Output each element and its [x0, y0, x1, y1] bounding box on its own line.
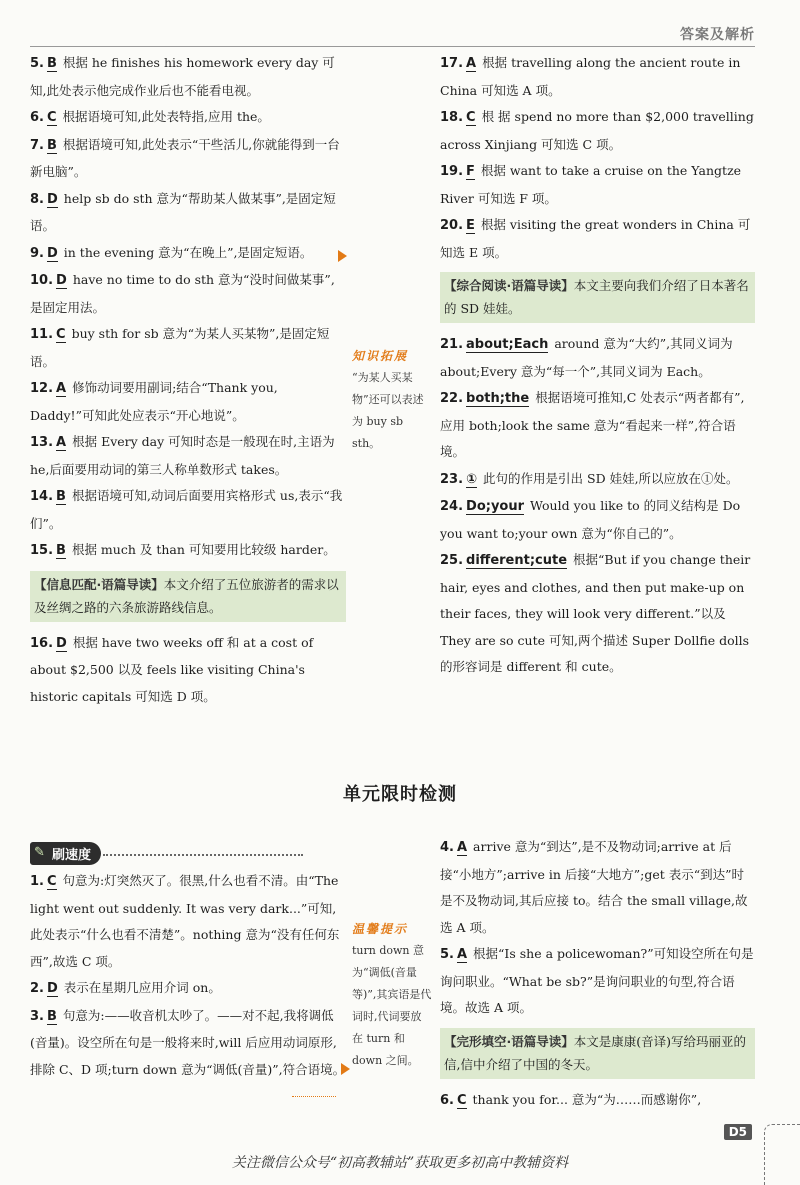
question-number: 10. [30, 273, 54, 288]
answer-item [30, 537, 346, 565]
explanation-text: Would you like to 的同义结构是 Do you want to;your own 意为“你自己的”。 [440, 498, 741, 541]
footer-note: 关注微信公众号“初高教辅站”获取更多初高中教辅资料 [231, 1155, 569, 1171]
explanation-text: 根据语境可推知,C 处表示“两者都有”,应用 both;look the same 意为“看起来一样”,符合语境。 [440, 390, 745, 459]
explanation-text: 根据 travelling along the ancient route in China 可知选 A 项。 [440, 55, 741, 98]
answer-key: both;the [466, 391, 530, 406]
answer-item [440, 493, 755, 547]
answer-item [30, 630, 346, 711]
explanation-text: 根据 visiting the great wonders in China 可知选 E 项。 [440, 217, 751, 260]
question-number: 22. [440, 391, 464, 406]
answer-item [30, 975, 346, 1003]
speed-label: 刷速度 [52, 848, 92, 863]
guide-tag: 【信息匹配·语篇导读】 [34, 576, 164, 592]
answer-item [440, 466, 755, 494]
answer-item [440, 212, 755, 266]
section-header-label: 答案及解析 [680, 27, 755, 43]
answer-key: E [466, 218, 475, 233]
question-number: 7. [30, 137, 44, 153]
side-note-text: turn down 意为“调低(音量等)”,其宾语是代词时,代词要放在 turn 和 down 之间。 [352, 944, 432, 1067]
answer-key: F [466, 164, 475, 179]
answer-item [30, 267, 346, 321]
answer-key: C [466, 110, 476, 125]
answer-item [440, 941, 755, 1022]
answer-key: C [456, 1092, 467, 1108]
right-answers-column-2 [440, 834, 755, 1114]
side-note-knowledge [352, 345, 432, 455]
answer-key: C [46, 874, 57, 889]
explanation-text: 根 据 spend no more than $2,000 travelling across Xinjiang 可知选 C 项。 [440, 109, 754, 152]
explanation-text: 此句的作用是引出 SD 娃娃,所以应放在①处。 [483, 470, 739, 486]
question-number: 15. [30, 543, 54, 558]
answer-key: D [46, 191, 58, 207]
answer-key: A [466, 56, 477, 71]
question-number: 5. [440, 947, 454, 962]
question-number: 3. [30, 1008, 44, 1024]
dotted-divider [103, 854, 303, 856]
right-answers-column [440, 50, 755, 681]
question-number: 6. [440, 1092, 454, 1108]
guide-info-matching [30, 571, 346, 622]
explanation-text: arrive 意为“到达”,是不及物动词;arrive at 后接“小地方”;arrive in 后接“大地方”;get 表示“到达”时是不及物动词,其后应接 to。结合 the small village,故选 A 项。 [440, 839, 748, 935]
explanation-text: 根据 he finishes his homework every day 可知,此处表示他完成作业后也不能看电视。 [30, 55, 335, 98]
explanation-text: 根据 Every day 可知时态是一般现在时,主语为 he,后面要用动词的第三人称单数形式 takes。 [30, 434, 335, 477]
answer-item [440, 158, 755, 212]
explanation-text: in the evening 意为“在晚上”,是固定短语。 [63, 244, 313, 260]
left-answers-column [30, 50, 346, 710]
explanation-text: 句意为:——收音机太吵了。——对不起,我将调低(音量)。设空所在句是一般将来时,will 后应用动词原形,排除 C、D 项;turn down 意为“调低(音量)”,符合语境。 [30, 1007, 346, 1077]
explanation-text: have no time to do sth 意为“没时间做某事”,是固定用法。 [30, 272, 335, 315]
question-number: 12. [30, 381, 54, 396]
answer-item [440, 104, 755, 158]
answer-item [30, 375, 346, 429]
answer-item [30, 868, 346, 975]
answer-item [440, 50, 755, 104]
answer-key: A [56, 381, 67, 396]
answer-key: D [56, 273, 67, 288]
guide-comprehensive-reading [440, 272, 755, 323]
explanation-text: buy sth for sb 意为“为某人买某物”,是固定短语。 [30, 326, 330, 369]
answer-key: B [46, 1008, 57, 1024]
answer-item [440, 385, 755, 466]
speed-banner [30, 842, 346, 868]
explanation-text: 表示在星期几应用介词 on。 [63, 980, 221, 995]
answer-key: B [56, 489, 66, 504]
question-number: 19. [440, 164, 464, 179]
question-number: 2. [30, 981, 44, 996]
answer-key: C [56, 327, 66, 342]
explanation-text: around 意为“大约”,其同义词为 about;Every 意为“每一个”,其同义词为 Each。 [440, 336, 733, 379]
explanation-text: 根据语境可知,动词后面要用宾格形式 us,表示“我们”。 [30, 488, 343, 531]
question-number: 17. [440, 56, 464, 71]
answer-item [30, 50, 346, 104]
answer-key: D [56, 635, 67, 651]
side-note-text: “为某人买某物”还可以表述为 buy sb sth。 [352, 371, 424, 450]
question-number: 8. [30, 191, 44, 207]
answer-key: A [456, 840, 468, 855]
explanation-text: thank you for... 意为“为……而感谢你”, [472, 1091, 702, 1107]
question-number: 9. [30, 245, 44, 261]
answer-item [440, 547, 755, 681]
guide-tag: 【完形填空·语篇导读】 [444, 1033, 574, 1049]
explanation-text: 根据 want to take a cruise on the Yangtze River 可知选 F 项。 [440, 163, 742, 206]
answer-key: Do;your [466, 499, 525, 514]
answer-item [30, 1003, 346, 1084]
question-number: 5. [30, 56, 44, 71]
explanation-text: 根据语境可知,此处表特指,应用 the。 [62, 109, 270, 124]
pencil-icon: ✎ [34, 845, 45, 860]
answer-key: C [46, 110, 57, 125]
answer-item [30, 483, 346, 537]
question-number: 23. [440, 471, 464, 487]
header-divider [30, 46, 755, 47]
explanation-text: 根据 much 及 than 可知要用比较级 harder。 [71, 542, 336, 557]
question-number: 1. [30, 874, 44, 889]
answer-key: A [456, 947, 468, 962]
dotted-pointer [292, 1096, 336, 1097]
answer-item [440, 331, 755, 385]
explanation-text: 句意为:灯突然灭了。很黑,什么也看不清。由“The light went out suddenly. It was very dark...”可知,此处表示“什么也看不清楚”。nothing 意为“没有任何东西”,故选 C 项。 [30, 873, 340, 969]
answer-item [30, 429, 346, 483]
answer-key: B [56, 543, 66, 558]
answer-key: B [46, 137, 57, 153]
guide-tag: 【综合阅读·语篇导读】 [444, 278, 574, 293]
answer-item [30, 186, 346, 240]
question-number: 4. [440, 840, 454, 855]
question-number: 13. [30, 435, 54, 450]
answer-key: different;cute [466, 553, 568, 568]
answer-key: ① [466, 471, 478, 487]
answer-key: A [56, 435, 67, 450]
question-number: 18. [440, 110, 464, 125]
answer-item [30, 104, 346, 132]
guide-text: 本文是康康(音译)写给玛丽亚的信,信中介绍了中国的冬天。 [444, 1033, 747, 1072]
explanation-text: help sb do sth 意为“帮助某人做某事”,是固定短语。 [30, 190, 336, 233]
question-number: 14. [30, 489, 54, 504]
explanation-text: 根据 have two weeks off 和 at a cost of about $2,500 以及 feels like visiting China's historic capitals 可知选 D 项。 [30, 634, 314, 704]
explanation-text: 修饰动词要用副词;结合“Thank you, Daddy!”可知此处应表示“开心地说”。 [30, 380, 278, 423]
answer-key: B [46, 56, 57, 71]
answer-item [440, 1087, 755, 1115]
section-title: 单元限时检测 [343, 784, 457, 805]
answer-key: about;Each [466, 337, 549, 352]
arrow-marker-icon [341, 1063, 350, 1075]
guide-text: 本文主要向我们介绍了日本著名的 SD 娃娃。 [444, 278, 749, 316]
speed-badge [30, 842, 101, 865]
question-number: 20. [440, 218, 464, 233]
answer-item [30, 132, 346, 186]
answer-item [440, 834, 755, 941]
answer-item [30, 321, 346, 375]
question-number: 11. [30, 327, 54, 342]
explanation-text: 根据“But if you change their hair, eyes and clothes, and then put make-up on their faces, they will look very different.”以及 They are so cute 可知,两个描述 Super Dollfie dolls 的形容词是 different 和 cute。 [440, 552, 751, 674]
arrow-marker-icon [338, 250, 347, 262]
question-number: 25. [440, 553, 464, 568]
side-note-title: 温馨提示 [352, 922, 409, 936]
guide-text: 本文介绍了五位旅游者的需求以及丝绸之路的六条旅游路线信息。 [34, 576, 339, 615]
explanation-text: 根据语境可知,此处表示“干些活儿,你就能得到一台新电脑”。 [30, 136, 340, 179]
guide-cloze [440, 1028, 755, 1079]
answer-key: D [46, 981, 58, 996]
question-number: 6. [30, 110, 44, 125]
question-number: 16. [30, 635, 54, 651]
side-note-tip [352, 918, 432, 1072]
answer-key: D [46, 245, 58, 261]
question-number: 24. [440, 499, 464, 514]
explanation-text: 根据“Is she a policewoman?”可知设空所在句是询问职业。“What be sb?”是询问职业的句型,符合语境。故选 A 项。 [440, 946, 754, 1015]
left-answers-column-2 [30, 868, 346, 1083]
page-number: D5 [724, 1124, 752, 1140]
answer-item [30, 240, 346, 268]
question-number: 21. [440, 337, 464, 352]
side-note-title: 知识拓展 [352, 349, 409, 363]
